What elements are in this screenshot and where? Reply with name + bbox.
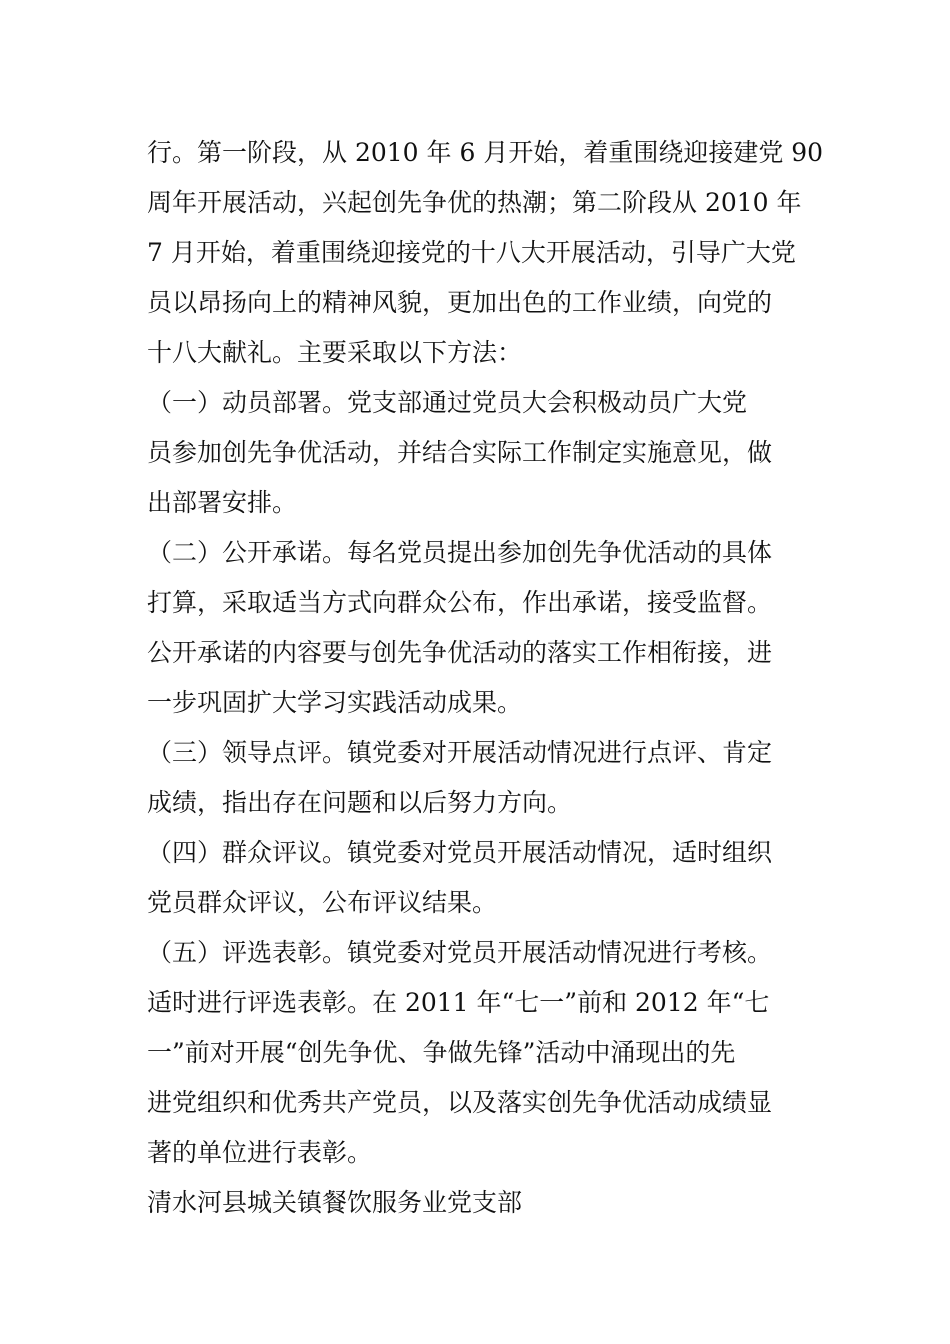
signature-line: 清水河县城关镇餐饮服务业党支部 — [147, 1188, 523, 1217]
text-line: 适时进行评选表彰。在 2011 年“七一”前和 2012 年“七 — [147, 988, 770, 1017]
text-line: 打算，采取适当方式向群众公布，作出承诺，接受监督。 — [147, 588, 773, 617]
text-line: 周年开展活动，兴起创先争优的热潮；第二阶段从 2010 年 — [147, 188, 802, 217]
text-line: 员以昂扬向上的精神风貌，更加出色的工作业绩，向党的 — [147, 288, 773, 317]
text-line: 十八大献礼。主要采取以下方法： — [147, 338, 523, 367]
text-line: （五）评选表彰。镇党委对党员开展活动情况进行考核。 — [147, 938, 773, 967]
text-line: （一）动员部署。党支部通过党员大会积极动员广大党 — [147, 388, 748, 417]
text-line: （三）领导点评。镇党委对开展活动情况进行点评、肯定 — [147, 738, 773, 767]
text-line: （四）群众评议。镇党委对党员开展活动情况，适时组织 — [147, 838, 773, 867]
text-line: 一步巩固扩大学习实践活动成果。 — [147, 688, 523, 717]
text-line: 出部署安排。 — [147, 488, 298, 517]
text-line: 7 月开始，着重围绕迎接党的十八大开展活动，引导广大党 — [147, 238, 796, 267]
text-line: 公开承诺的内容要与创先争优活动的落实工作相衔接，进 — [147, 638, 773, 667]
text-line: 成绩，指出存在问题和以后努力方向。 — [147, 788, 573, 817]
text-line: 进党组织和优秀共产党员，以及落实创先争优活动成绩显 — [147, 1088, 773, 1117]
text-line: 员参加创先争优活动，并结合实际工作制定实施意见，做 — [147, 438, 773, 467]
text-line: （二）公开承诺。每名党员提出参加创先争优活动的具体 — [147, 538, 773, 567]
text-line: 一”前对开展“创先争优、争做先锋”活动中涌现出的先 — [147, 1038, 736, 1067]
text-line: 著的单位进行表彰。 — [147, 1138, 373, 1167]
text-line: 行。第一阶段，从 2010 年 6 月开始，着重围绕迎接建党 90 — [147, 138, 824, 167]
text-line: 党员群众评议，公布评议结果。 — [147, 888, 498, 917]
